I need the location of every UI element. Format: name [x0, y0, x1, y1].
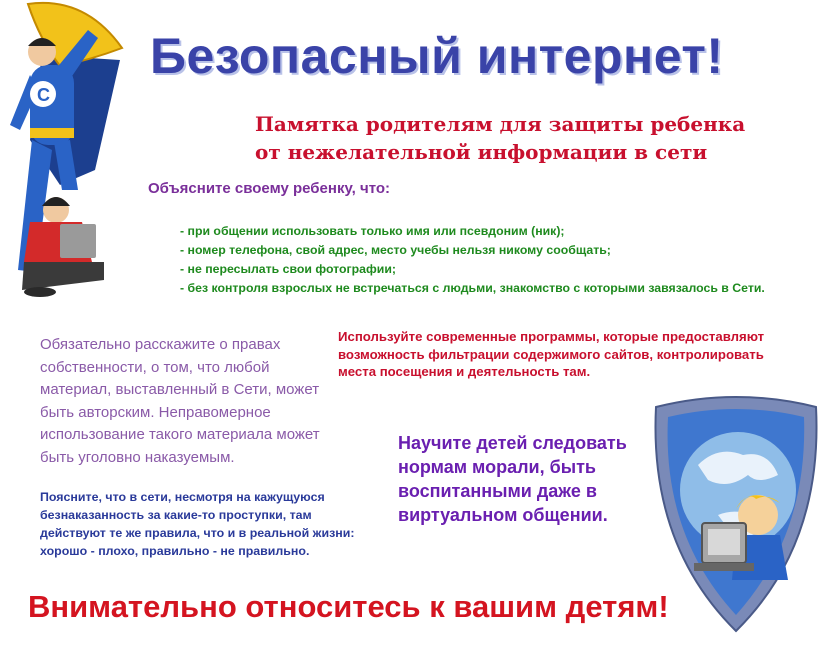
subtitle-line-2: от нежелательной информации в сети	[255, 140, 708, 164]
rights-text-block	[40, 334, 330, 470]
footer-slogan: Внимательно относитесь к вашим детям!	[28, 589, 669, 624]
text-line: виртуальном общении.	[398, 505, 608, 525]
text-line: воспитанными даже в	[398, 481, 597, 501]
text-line: Научите детей следовать	[398, 433, 627, 453]
superhero-illustration	[0, 0, 135, 300]
text-line: хорошо - плохо, правильно - не правильно.	[40, 544, 310, 558]
subtitle	[255, 110, 775, 166]
text-line: материал, выставленный в Сети, может	[40, 381, 320, 399]
security-shield-illustration	[648, 395, 823, 635]
page-title	[150, 26, 790, 86]
list-item: - не пересылать свои фотографии;	[180, 262, 396, 276]
text-line: быть уголовно наказуемым.	[40, 448, 235, 466]
text-line: действуют те же правила, что и в реальной жизни:	[40, 526, 355, 540]
text-line: безнаказанность за какие-то проступки, там	[40, 508, 312, 522]
text-line: использование такого материала может	[40, 426, 320, 444]
text-line: возможность фильтрации содержимого сайтов, контролировать	[338, 346, 764, 362]
rules-list	[180, 222, 820, 298]
list-item: - при общении использовать только имя или псевдоним (ник);	[180, 224, 565, 238]
text-line: Используйте современные программы, которые предоставляют	[338, 329, 765, 344]
teach-text-block	[398, 431, 638, 527]
text-line: места посещения и деятельность там.	[338, 364, 591, 379]
hero-emblem: С	[37, 85, 50, 105]
software-text-block	[338, 328, 798, 381]
text-line: Поясните, что в сети, несмотря на кажущуюся	[40, 490, 325, 504]
text-line: нормам морали, быть	[398, 457, 596, 477]
text-line: Обязательно расскажите о правах	[40, 336, 281, 353]
list-item: - без контроля взрослых не встречаться с людьми, знакомство с которыми завязалось в Сети.	[180, 281, 765, 295]
explain-text-block	[40, 488, 400, 560]
explain-heading: Объясните своему ребенку, что:	[148, 180, 391, 197]
subtitle-line-1: Памятка родителям для защиты ребенка	[255, 112, 746, 136]
page-title-text: Безопасный интернет!	[150, 28, 724, 84]
text-line: быть авторским. Неправомерное	[40, 403, 271, 421]
list-item: - номер телефона, свой адрес, место учебы нельзя никому сообщать;	[180, 243, 611, 257]
text-line: собственности, о том, что любой	[40, 358, 270, 376]
